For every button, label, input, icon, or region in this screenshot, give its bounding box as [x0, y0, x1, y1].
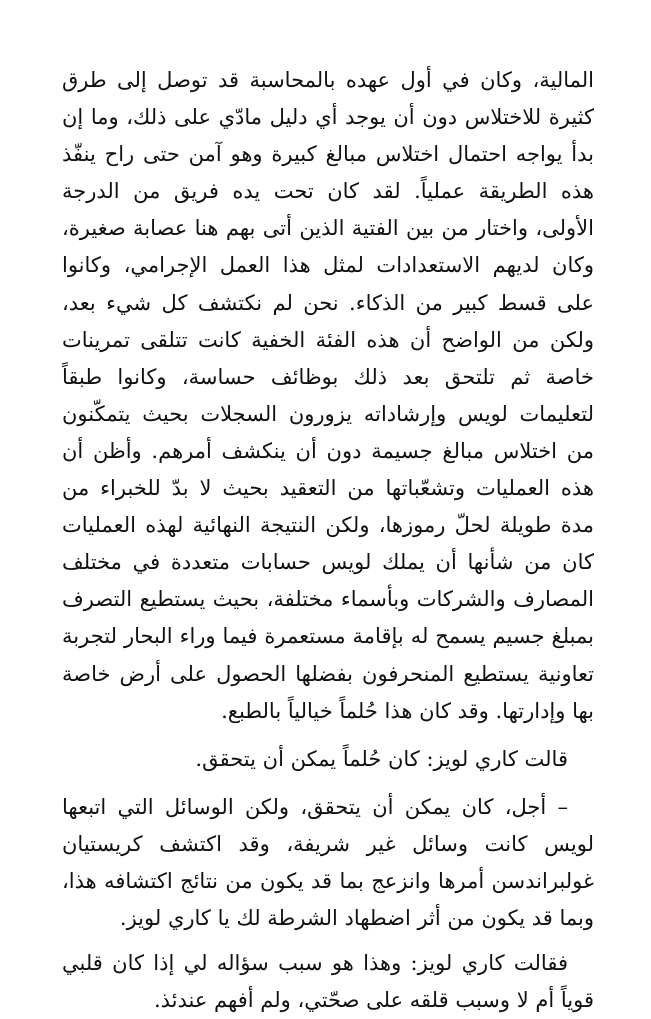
paragraph-embezzlement-account: المالية، وكان في أول عهده بالمحاسبة قد توصل إلى طرق كثيرة للاختلاس دون أن يوجد أي دليل مادّي على ذلك، وما إن بدأ يواجه احتمال اختلاس مبالغ كبيرة وهو آمن حتى راح ينفّذ هذه الطريقة عملياً. لقد كان تحت يده فريق من الدرجة الأولى، واختار من بين الفتية الذين أتى بهم هنا عصابة صغيرة، وكان لديهم الاستعدادات لمثل هذا العمل الإجرامي، وكانوا على قسط كبير من الذكاء. نحن لم نكتشف كل شيء بعد، ولكن من الواضح أن هذه الفئة الخفية كانت تتلقى تمرينات خاصة ثم تلتحق بعد ذلك بوظائف حساسة، وكانوا طبقاً لتعليمات لويس وإرشاداته يزورون السجلات بحيث يتمكّنون من اختلاس مبالغ جسيمة دون أن ينكشف أمرهم. وأظن أن هذه العمليات وتشعّباتها من التعقيد بحيث لا بدّ للخبراء من مدة طويلة لحلّ رموزها، ولكن النتيجة النهائية لهذه العمليات كان من شأنها أن يملك لويس حسابات متعددة في مختلف المصارف والشركات وبأسماء مختلفة، بحيث يستطيع التصرف بمبلغ جسيم يسمح له بإقامة مستعمرة فيما وراء البحار لتجربة تعاونية يستطيع المنحرفون بفضلها الحصول على أرض خاصة بها وإدارتها. وقد كان هذا حُلماً خيالياً بالطبع.	[62, 68, 594, 723]
paragraph-carrie-louise-realization: فقالت كاري لويز: وهذا هو سبب سؤاله لي إذا كان قلبي قوياً أم لا وسبب قلقه على صحّتي، ولم أفهم عندئذ.	[62, 951, 594, 1013]
paragraph-carrie-louise-reply: قالت كاري لويز: كان حُلماً يمكن أن يتحقق.	[195, 746, 568, 771]
paragraph-christian-discovery: – أجل، كان يمكن أن يتحقق، ولكن الوسائل التي اتبعها لويس كانت وسائل غير شريفة، وقد اكتشف كريستيان غولبراندسن أمرها وانزعج بما قد يكون من نتائج اكتشافه هذا، وبما قد يكون من أثر اضطهاد الشرطة لك يا كاري لويز.	[62, 794, 594, 931]
